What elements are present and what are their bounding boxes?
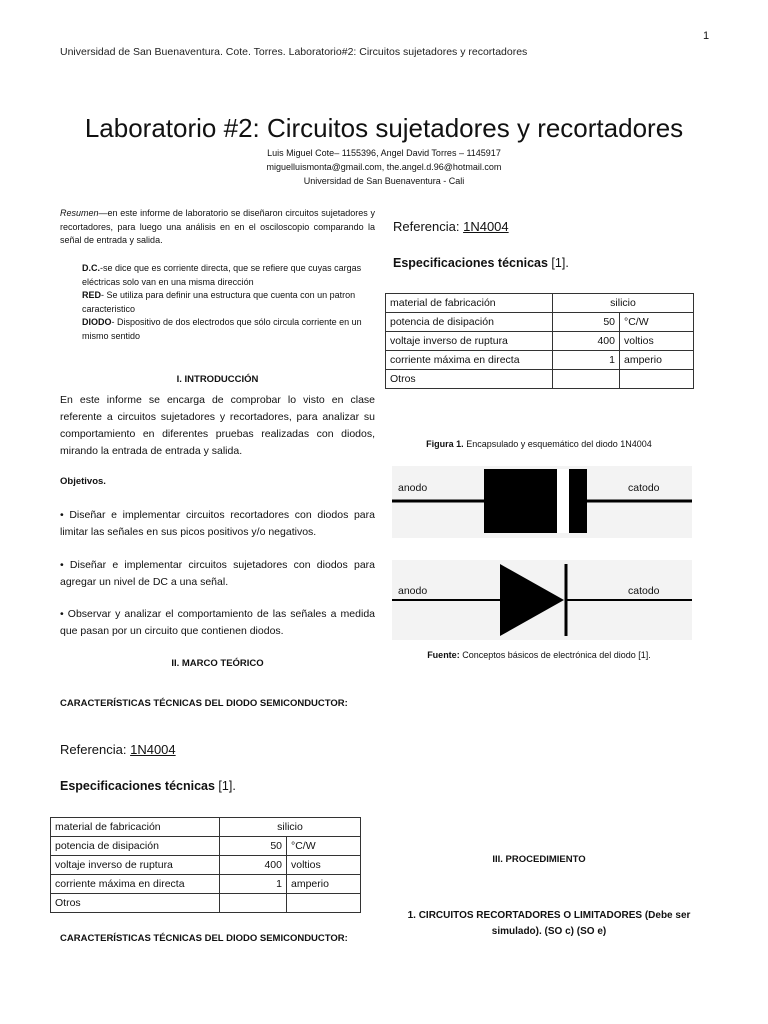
table-cell: 1 (553, 351, 620, 370)
spec-heading-right (393, 256, 705, 270)
reference-code: 1N4004 (130, 742, 176, 757)
author-names: Luis Miguel Cote– 1155396, Angel David Torres – 1145917 (267, 148, 501, 158)
figure-caption-label: Figura 1. (426, 439, 464, 449)
anode-label: anodo (398, 482, 428, 494)
definition-term: RED (82, 290, 102, 300)
spec-table-left (50, 817, 361, 913)
table-cell: material de fabricación (386, 294, 553, 313)
table-cell: potencia de disipación (51, 837, 220, 856)
table-row (386, 332, 694, 351)
spec-label: Especificaciones técnicas (393, 256, 548, 270)
table-cell: potencia de disipación (386, 313, 553, 332)
running-header: Universidad de San Buenaventura. Cote. Torres. Laboratorio#2: Circuitos sujetadores y recortadores (60, 46, 528, 58)
table-cell: °C/W (620, 313, 694, 332)
abstract-label: Resumen (60, 208, 99, 218)
page-number: 1 (703, 30, 710, 42)
reference-line (60, 742, 375, 757)
figure-source (393, 650, 685, 660)
reference-code: 1N4004 (463, 219, 509, 234)
abstract (60, 207, 375, 248)
spec-label: Especificaciones técnicas (60, 779, 215, 793)
section-heading-procedimiento: III. PROCEDIMIENTO (492, 854, 586, 865)
definition-item (82, 262, 376, 289)
objective-item: • Diseñar e implementar circuitos sujetadores con diodos para agregar un nivel de DC a una señal. (60, 559, 375, 588)
table-row (51, 856, 361, 875)
definition-text: - Dispositivo de dos electrodos que sólo circula corriente en un mismo sentido (82, 317, 362, 341)
table-cell: material de fabricación (51, 818, 220, 837)
author-affiliation: Universidad de San Buenaventura - Cali (303, 176, 465, 186)
spec-cite: [1]. (547, 256, 569, 270)
objective-item: • Observar y analizar el comportamiento de las señales a medida que pasan por un circuito que contienen diodos. (60, 608, 375, 637)
table-cell (620, 370, 694, 389)
table-cell: voltaje inverso de ruptura (386, 332, 553, 351)
table-row (386, 313, 694, 332)
table-row (386, 370, 694, 389)
table-cell: 1 (220, 875, 287, 894)
author-emails: miguelluismonta@gmail.com, the.angel.d.96@hotmail.com (266, 162, 502, 172)
section-heading-introduccion: I. INTRODUCCIÓN (176, 374, 259, 385)
author-block (0, 146, 768, 188)
figure-source-label: Fuente: (427, 650, 460, 660)
figure-caption-text: Encapsulado y esquemático del diodo 1N4004 (463, 439, 652, 449)
definition-text: -se dice que es corriente directa, que se refiere que cuyas cargas eléctricas solo van en una misma dirección (82, 263, 362, 287)
spec-heading (60, 779, 375, 793)
table-cell: Otros (51, 894, 220, 913)
subheading-caracteristicas: CARACTERÍSTICAS TÉCNICAS DEL DIODO SEMICONDUCTOR: (60, 698, 348, 709)
definition-term: DIODO (82, 317, 112, 327)
table-row (51, 837, 361, 856)
diode-body (484, 469, 587, 533)
anode-label: anodo (398, 585, 428, 597)
procedure-subheading: 1. CIRCUITOS RECORTADORES O LIMITADORES (Debe ser simulado). (SO c) (SO e) (407, 910, 691, 937)
definition-item (82, 289, 376, 316)
intro-paragraph: En este informe se encarga de comprobar lo visto en clase referente a circuitos sujetadores y recortadores, para analizar su comportamiento en diferentes pruebas realizadas con diodos, mirando la entrada de entrada y salida. (60, 394, 375, 457)
table-cell: 400 (553, 332, 620, 351)
figure-source-text: Conceptos básicos de electrónica del diodo [1]. (459, 650, 651, 660)
definition-item (82, 316, 376, 343)
figure-caption (393, 439, 685, 449)
definition-text: - Se utiliza para definir una estructura que cuenta con un patron caracteristico (82, 290, 356, 314)
reference-label: Referencia: (393, 219, 464, 234)
diode-symbol-figure (392, 560, 692, 640)
spec-table-right (385, 293, 694, 389)
table-cell (287, 894, 361, 913)
table-row (386, 294, 694, 313)
table-cell: voltios (287, 856, 361, 875)
table-cell: corriente máxima en directa (51, 875, 220, 894)
table-row (51, 894, 361, 913)
cathode-label: catodo (628, 585, 660, 597)
definitions-list (82, 262, 376, 343)
table-row (51, 875, 361, 894)
abstract-dash: — (98, 208, 108, 218)
cathode-label: catodo (628, 482, 660, 494)
table-cell (220, 894, 287, 913)
section-heading-marco-teorico: II. MARCO TEÓRICO (171, 658, 264, 669)
objective-item: • Diseñar e implementar circuitos recortadores con diodos para limitar las señales en sus picos positivos y/o negativos. (60, 509, 375, 538)
table-cell: voltios (620, 332, 694, 351)
spec-cite: [1]. (214, 779, 236, 793)
table-row (386, 351, 694, 370)
table-cell: 400 (220, 856, 287, 875)
reference-label: Referencia: (60, 742, 131, 757)
table-cell: silicio (220, 818, 361, 837)
reference-line-right (393, 219, 705, 234)
table-row (51, 818, 361, 837)
diode-package-figure (392, 466, 692, 538)
definition-term: D.C. (82, 263, 100, 273)
table-cell: °C/W (287, 837, 361, 856)
table-cell (553, 370, 620, 389)
table-cell: amperio (620, 351, 694, 370)
subheading-caracteristicas-repeat: CARACTERÍSTICAS TÉCNICAS DEL DIODO SEMICONDUCTOR: (60, 933, 348, 944)
table-cell: 50 (220, 837, 287, 856)
table-cell: silicio (553, 294, 694, 313)
table-cell: 50 (553, 313, 620, 332)
table-cell: corriente máxima en directa (386, 351, 553, 370)
table-cell: amperio (287, 875, 361, 894)
abstract-text: en este informe de laboratorio se diseñaron circuitos sujetadores y recortadores, para luego una análisis en en el osciloscopio comparando la señal de entrada y salida. (60, 208, 375, 245)
table-cell: voltaje inverso de ruptura (51, 856, 220, 875)
objectives-label: Objetivos. (60, 476, 106, 487)
table-cell: Otros (386, 370, 553, 389)
cathode-band (557, 469, 569, 533)
paper-title: Laboratorio #2: Circuitos sujetadores y recortadores (84, 113, 684, 143)
